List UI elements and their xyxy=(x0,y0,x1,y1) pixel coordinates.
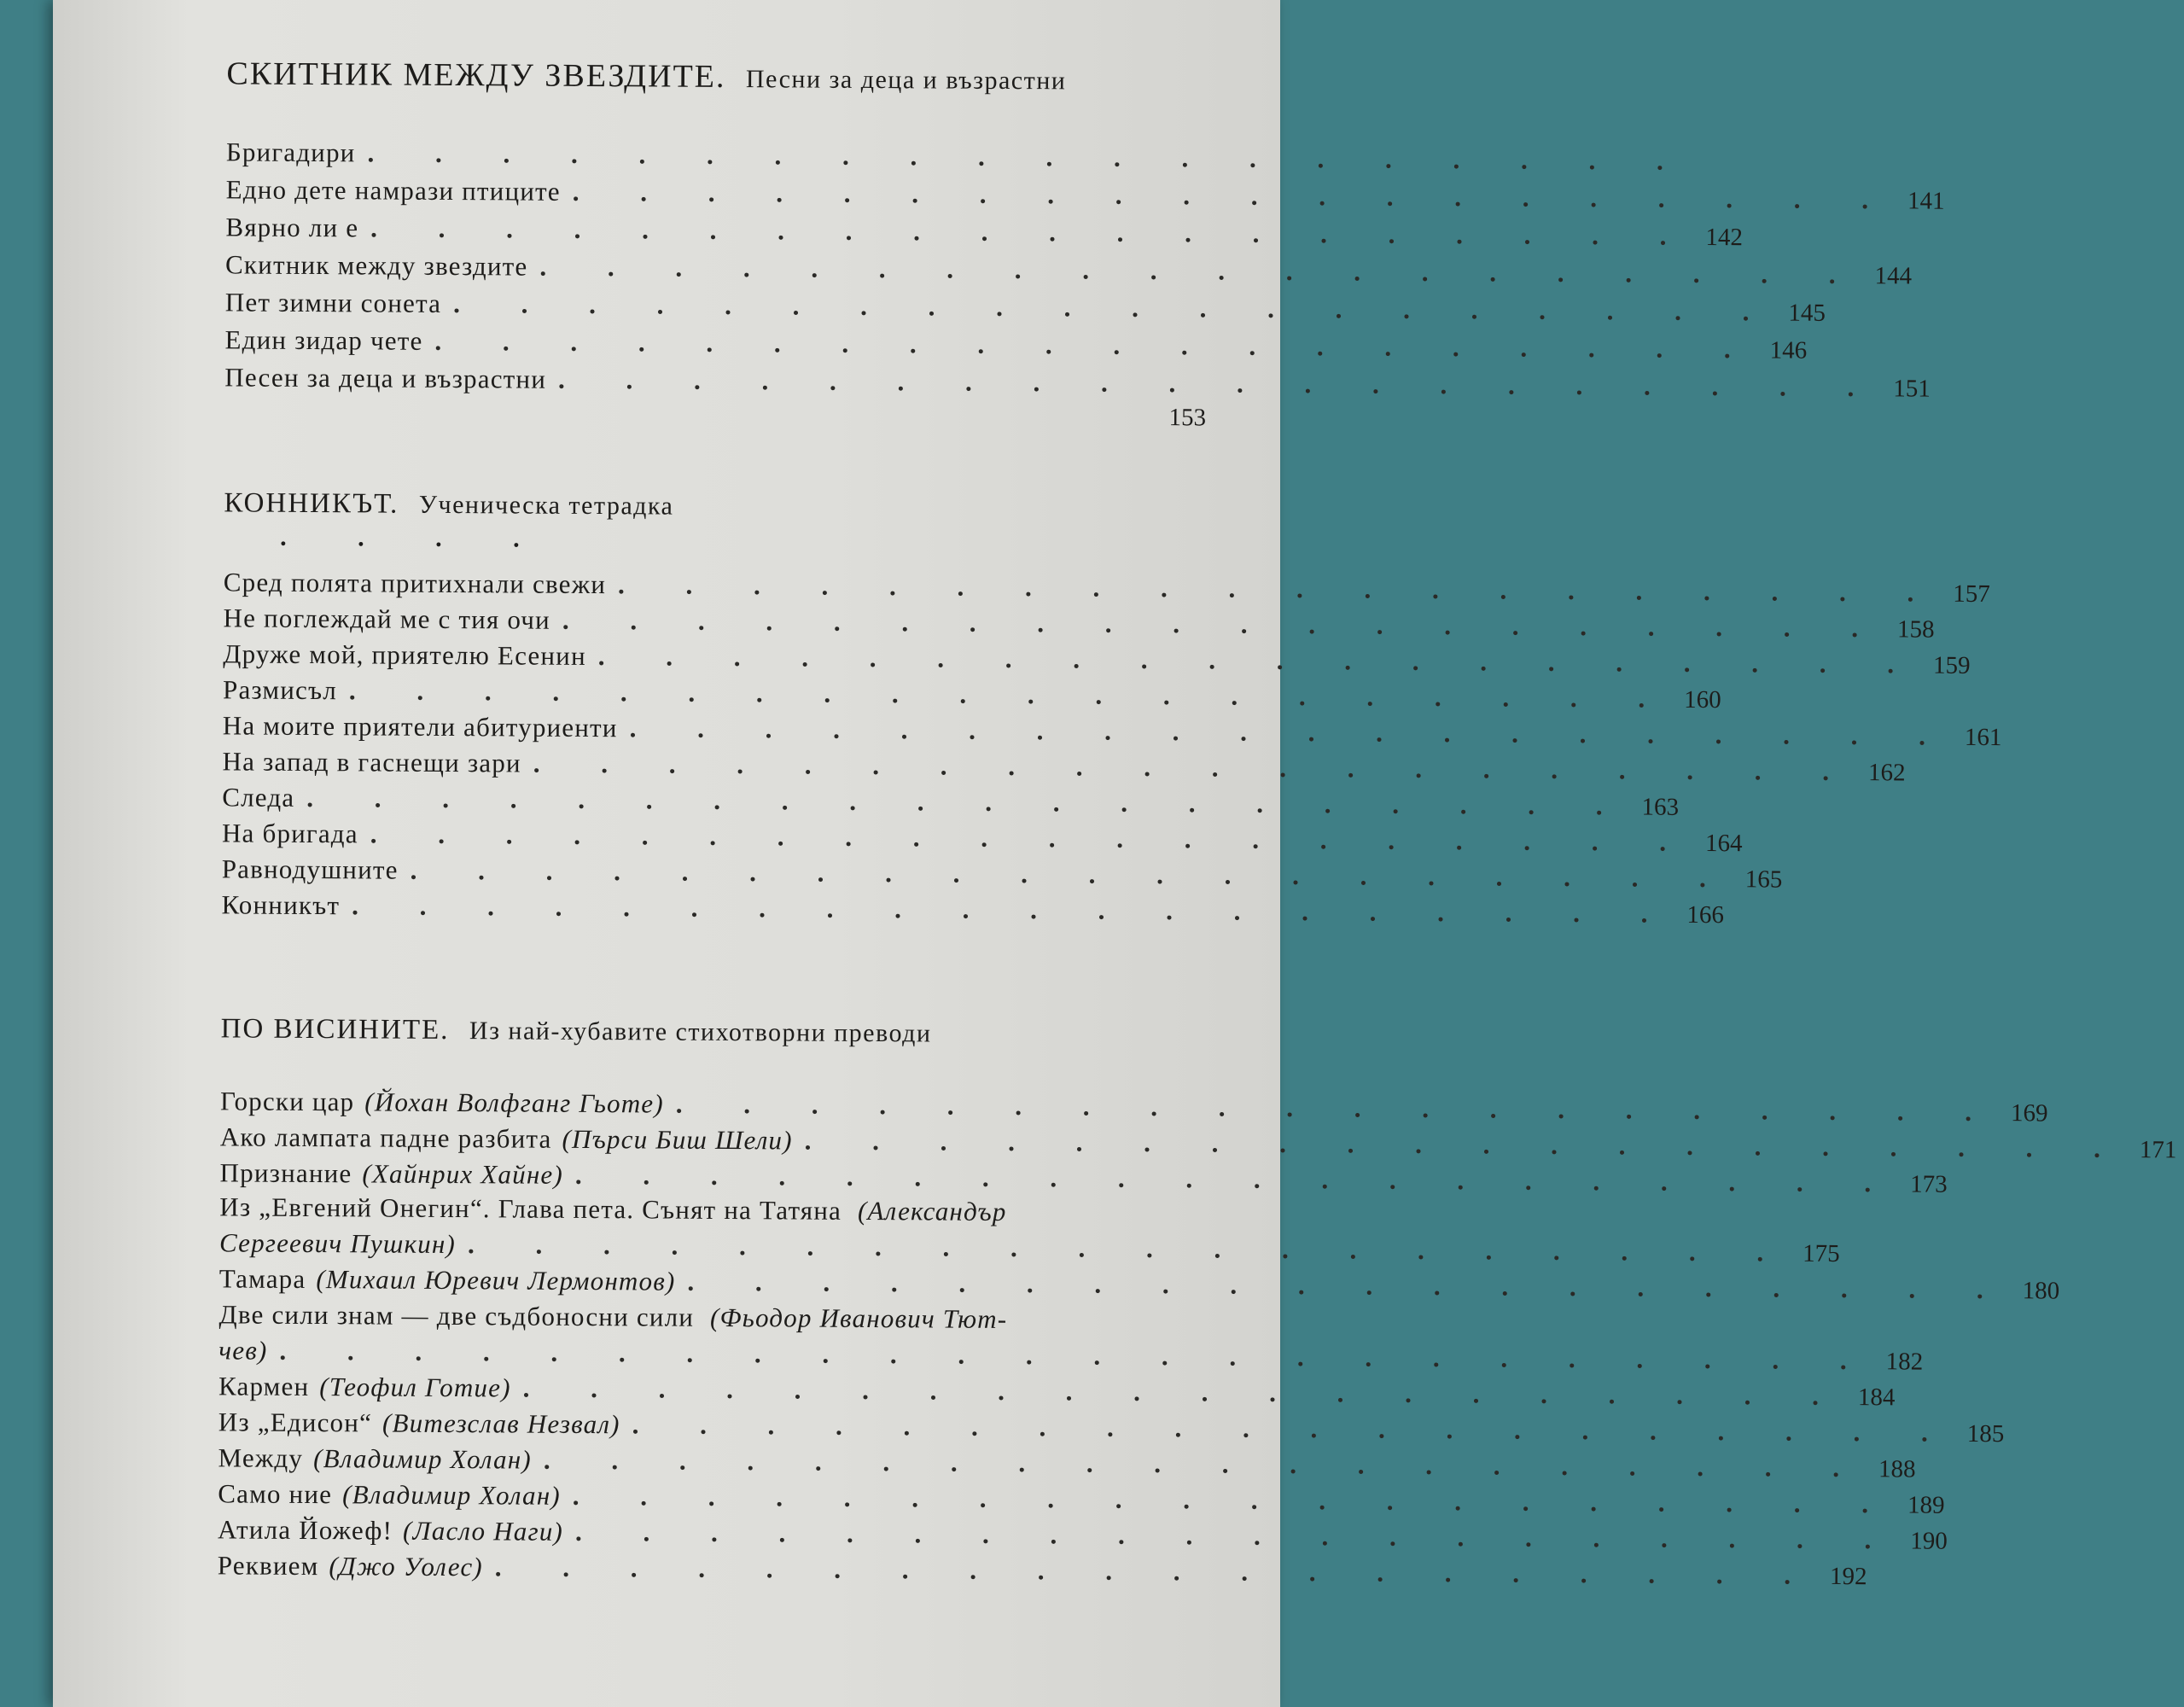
leader-dots: . . . . . . . . . . . . . . . . . . . . xyxy=(306,782,1630,821)
toc-entry xyxy=(219,1121,2177,1164)
table-of-contents xyxy=(172,0,2177,1591)
entry-title: Размисъл xyxy=(222,674,338,706)
entry-page: 159 xyxy=(1932,651,1971,679)
leader-dots: . . . . . . . . . . . . . . . . . . . . xyxy=(370,213,1694,251)
entry-page: 145 xyxy=(1788,299,1826,327)
entry-title: На запад в гаснещи зари xyxy=(222,746,521,778)
entry-page: 182 xyxy=(1885,1348,1924,1376)
toc-entry xyxy=(218,1263,2060,1305)
leader-dots: . . . . . . . . . . . . . . . . . . . . xyxy=(557,364,1882,403)
leader-dots: . . . . . . . . . . . . . . . . . . . . . . . . xyxy=(279,1335,1874,1376)
section-title: СКИТНИК МЕЖДУ ЗВЕЗДИТЕ. xyxy=(226,55,726,95)
entry-title: Едно дете намрази птиците xyxy=(225,174,561,207)
leader-dots: . . . . . . . . . . . . . . . . . . . . xyxy=(494,1552,1819,1590)
toc-entry xyxy=(224,324,1808,366)
toc-entry xyxy=(225,137,1691,178)
entry-author: (Йохан Волфганг Гьоте) xyxy=(364,1087,664,1119)
toc-entry xyxy=(221,889,1724,931)
toc-entry-firstline xyxy=(218,1299,1200,1336)
toc-entry xyxy=(225,249,1913,291)
entry-title: Горски цар xyxy=(220,1086,355,1117)
section-subtitle: Ученическа тетрадка xyxy=(418,490,674,521)
section-title: КОННИКЪТ. xyxy=(224,487,399,520)
entry-author-continuation: Сергеевич Пушкин) xyxy=(219,1227,457,1260)
entry-page: 184 xyxy=(1857,1384,1896,1412)
leader-dots xyxy=(236,419,1136,424)
entry-title: Бригадири xyxy=(225,137,356,168)
entry-page: 169 xyxy=(2010,1099,2048,1127)
entry-title: Сред полята притихнали свежи xyxy=(223,567,607,600)
leader-dots: . . . . . . . . . . . . . . . . . . . . xyxy=(434,325,1758,364)
section-heading xyxy=(221,1012,932,1049)
toc-entry xyxy=(217,1514,1948,1556)
leader-dots: . . . . . . . . . . . . . . . . . . . . xyxy=(467,1229,1791,1267)
toc-entry xyxy=(219,1227,1840,1269)
leader-dots: . . . . . . . . . . . . . . . . . . . . xyxy=(370,819,1694,857)
section-separator: . . . . xyxy=(280,522,552,553)
entry-title: Друже мой, приятелю Есенин xyxy=(223,638,586,671)
entry-page: 157 xyxy=(1953,580,1990,609)
toc-entry-trailing xyxy=(224,398,1206,440)
leader-dots: . . . . . . . . . . . . . . . . . . . . xyxy=(533,748,1857,787)
leader-dots: . . . . . . . . . . . . . . . . . . . . xyxy=(687,1266,2011,1305)
entry-author: (Джо Уолес) xyxy=(329,1551,483,1582)
entry-title: На бригада xyxy=(221,818,358,849)
leader-dots: . . . . . . . . . . . . . . . . . . . . xyxy=(572,1480,1896,1519)
leader-dots: . . . . . . . . . . . . . . . . . . . . xyxy=(522,1372,1847,1412)
entry-page: 161 xyxy=(1964,723,2002,752)
leader-dots: . . . . . . . . . . . . . . . . . . . . xyxy=(543,1444,1867,1483)
toc-entry xyxy=(223,567,1990,609)
toc-entry xyxy=(224,362,1931,404)
entry-title: Из „Едисон“ xyxy=(218,1407,373,1438)
toc-entry xyxy=(218,1442,1916,1484)
entry-page: 158 xyxy=(1896,615,1935,644)
entry-author: (Хайнрих Хайне) xyxy=(362,1158,564,1190)
entry-author: (Владимир Холан) xyxy=(342,1479,561,1511)
entry-title: Вярно ли е xyxy=(225,212,359,243)
toc-entry xyxy=(222,746,1906,788)
leader-dots: . . . . . . . . . . . . . . . . . . . . xyxy=(597,641,1922,679)
entry-author: (Ласло Наги) xyxy=(402,1515,564,1547)
leader-dots: . . . . . . . . . . . . . . . . . . . . xyxy=(539,251,1863,290)
entry-title: Из „Евгений Онегин“. Глава пета. Сънят на Татяна xyxy=(219,1191,842,1226)
entry-title: Конникът xyxy=(221,889,341,921)
entry-author-continuation: чев) xyxy=(218,1335,268,1366)
toc-entry xyxy=(222,674,1721,716)
entry-page: 151 xyxy=(1893,375,1931,403)
leader-dots: . . . . . . . . . . . . . . . . . . . . xyxy=(804,1125,2129,1164)
leader-dots: . . . . . . . . . . . . . . . . . . . . xyxy=(632,1409,1955,1448)
entry-title: Скитник между звездите xyxy=(225,249,528,282)
toc-entry xyxy=(222,782,1680,824)
leader-dots: . . . . . . . . . . . . . . . . . . . . xyxy=(348,675,1673,714)
entry-author: (Теофил Готие) xyxy=(319,1372,511,1403)
entry-page: 141 xyxy=(1907,187,1945,215)
entry-page: 153 xyxy=(1168,404,1207,432)
entry-page: 164 xyxy=(1704,829,1743,858)
leader-dots: . . . . . . . . . . . . . . . . . . . . xyxy=(562,604,1886,644)
entry-page: 180 xyxy=(2022,1277,2060,1305)
entry-page: 165 xyxy=(1744,865,1783,894)
entry-title: Реквием xyxy=(217,1550,319,1582)
entry-page: 189 xyxy=(1907,1491,1945,1519)
entry-title: На моите приятели абитуриенти xyxy=(222,710,618,743)
section-subtitle: Из най-хубавите стихотворни преводи xyxy=(469,1017,932,1048)
toc-entry xyxy=(221,818,1743,859)
entry-title: Песен за деца и възрастни xyxy=(224,362,547,394)
entry-title: Тамара xyxy=(218,1263,306,1294)
entry-title: Само ние xyxy=(218,1478,333,1510)
entry-title: Един зидар чете xyxy=(224,324,423,356)
leader-dots: . . . . . . . . . . . . . . . . . . . . xyxy=(574,1516,1899,1555)
entry-title: Не поглеждай ме с тия очи xyxy=(223,603,550,635)
entry-page: 192 xyxy=(1829,1562,1867,1591)
entry-title: Атила Йожеф! xyxy=(217,1514,393,1546)
toc-entry xyxy=(218,1371,1896,1413)
toc-entry xyxy=(221,854,1783,895)
entry-page: 166 xyxy=(1686,900,1724,929)
toc-entry xyxy=(218,1407,2005,1448)
book-page xyxy=(53,0,2177,1707)
toc-entry xyxy=(225,174,1945,216)
entry-author: (Михаил Юревич Лермонтов) xyxy=(316,1264,676,1296)
toc-entry xyxy=(224,287,1826,329)
leader-dots: . . . . . . . . . . . . . . . . . . . . xyxy=(410,854,1733,894)
entry-author: (Витезслав Незвал) xyxy=(381,1407,620,1440)
entry-title: Признание xyxy=(219,1157,352,1189)
entry-author: (Александър xyxy=(857,1195,1007,1226)
entry-title: Следа xyxy=(222,782,295,813)
entry-page: 163 xyxy=(1641,793,1680,821)
entry-page: 160 xyxy=(1684,685,1721,714)
entry-title: Ако лампата падне разбита xyxy=(219,1121,552,1154)
entry-page: 146 xyxy=(1769,336,1808,364)
entry-page: 173 xyxy=(1910,1170,1948,1198)
entry-title: Между xyxy=(218,1442,304,1473)
entry-page: 142 xyxy=(1705,223,1744,252)
entry-page: 185 xyxy=(1966,1419,2005,1448)
toc-entry xyxy=(220,1086,2048,1127)
entry-title: Равнодушните xyxy=(221,854,399,885)
toc-entry xyxy=(218,1335,1924,1377)
leader-dots: . . . . . . . . . . . . . . . . . . . . xyxy=(675,1088,2000,1127)
toc-entry xyxy=(223,638,1971,680)
section-heading xyxy=(224,486,673,521)
entry-title: Пет зимни сонета xyxy=(224,287,442,318)
entry-page: 144 xyxy=(1874,262,1913,290)
section-title: ПО ВИСИНИТЕ. xyxy=(220,1013,450,1046)
leader-dots: . . . . . . . . . . . . . . . . . . . . xyxy=(574,1159,1899,1198)
section-heading xyxy=(226,55,1066,97)
leader-dots: . . . . . . . . . . . . . . . . . . . . xyxy=(453,288,1777,327)
entry-page: 188 xyxy=(1878,1455,1916,1483)
entry-title: Кармен xyxy=(218,1371,310,1402)
section-subtitle: Песни за деца и възрастни xyxy=(745,65,1067,96)
entry-author: (Пърси Биш Шели) xyxy=(562,1123,793,1156)
entry-title: Две сили знам — две съдбоносни сили xyxy=(218,1299,695,1332)
leader-dots: . . . . . . . . . . . . . . . . . . . . xyxy=(367,137,1691,176)
toc-entry xyxy=(222,710,2002,752)
toc-entry xyxy=(218,1478,1945,1520)
toc-entry xyxy=(223,603,1935,644)
leader-dots: . . . . . . . . . . . . . . . . . . . . xyxy=(352,890,1675,929)
toc-entry-firstline xyxy=(219,1191,1201,1228)
entry-page: 171 xyxy=(2139,1136,2177,1164)
toc-entry xyxy=(217,1550,1867,1592)
entry-page: 190 xyxy=(1910,1527,1948,1555)
leader-dots: . . . . . . . . . . . . . . . . . . . . xyxy=(572,176,1896,215)
entry-author: (Владимир Холан) xyxy=(313,1443,532,1475)
entry-page: 162 xyxy=(1867,759,1906,787)
entry-author: (Фьодор Иванович Тют- xyxy=(709,1302,1008,1335)
toc-entry xyxy=(225,212,1744,253)
leader-dots: . . . . . . . . . . . . . . . . . . . . xyxy=(617,569,1942,608)
entry-page: 175 xyxy=(1803,1239,1840,1267)
leader-dots: . . . . . . . . . . . . . . . . . . . . xyxy=(629,713,1953,751)
